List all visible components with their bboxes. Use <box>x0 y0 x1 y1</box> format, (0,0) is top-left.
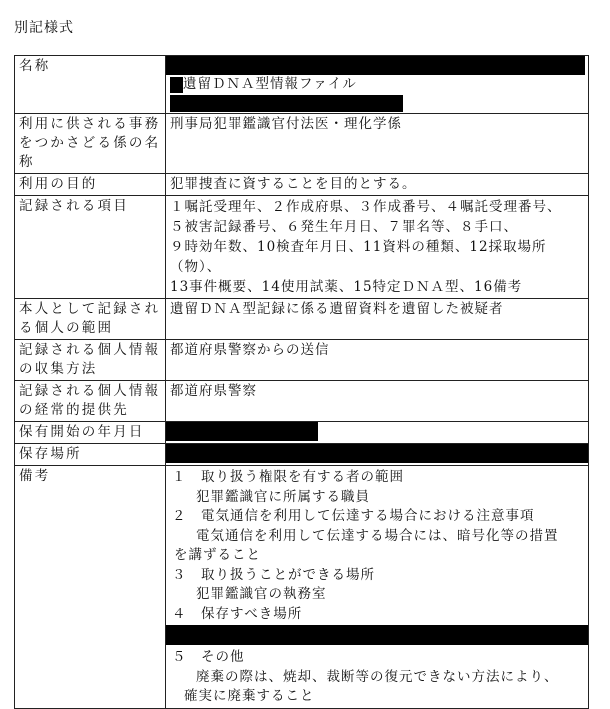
redaction-block <box>170 95 403 112</box>
value-provision: 都道府県警察 <box>166 381 589 422</box>
value-remarks <box>166 466 589 709</box>
remarks-s3-head: ３ 取り扱うことができる場所 <box>172 566 375 583</box>
value-start-date <box>166 422 589 444</box>
remarks-s2-body: 電気通信を利用して伝達する場合には、暗号化等の措置 <box>196 527 559 544</box>
row-remarks <box>15 466 589 709</box>
label-start-date: 保有開始の年月日 <box>15 422 166 444</box>
row-collection <box>15 340 589 381</box>
redaction-block <box>166 422 318 441</box>
label-provision: 記録される個人情報の経常的提供先 <box>15 381 166 422</box>
file-name: 遺留ＤＮＡ型情報ファイル <box>183 76 357 92</box>
row-items <box>15 196 589 299</box>
items-line: 13事件概要、14使用試薬、15特定ＤＮＡ型、16備考 <box>170 279 523 295</box>
label-office: 利用に供される事務をつかさどる係の名称 <box>15 114 166 174</box>
remarks-s5-head: ５ その他 <box>172 649 245 665</box>
remarks-s5-body-cont: 確実に廃棄すること <box>184 688 315 704</box>
row-purpose <box>15 174 589 196</box>
label-purpose: 利用の目的 <box>15 174 166 196</box>
items-line: ５被害記録番号、６発生年月日、７罪名等、８手口、 <box>170 219 518 235</box>
file-record-table <box>14 55 589 709</box>
label-items: 記録される項目 <box>15 196 166 299</box>
redaction-block <box>166 56 585 75</box>
items-line: ９時効年数、10検査年月日、11資料の種類、12採取場所（物）、 <box>170 239 547 275</box>
row-name <box>15 56 589 114</box>
items-line: １嘱託受理年、２作成府県、３作成番号、４嘱託受理番号、 <box>170 199 562 215</box>
remarks-s5-body: 廃棄の際は、焼却、裁断等の復元できない方法により、 <box>196 668 559 685</box>
redaction-block <box>166 444 588 463</box>
label-location: 保存場所 <box>15 444 166 466</box>
name-value-line <box>166 75 585 113</box>
label-scope: 本人として記録される個人の範囲 <box>15 299 166 340</box>
remarks-s1-body: 犯罪鑑識官に所属する職員 <box>196 488 370 505</box>
value-office: 刑事局犯罪鑑識官付法医・理化学係 <box>166 114 589 174</box>
redaction-block <box>170 77 183 93</box>
row-start-date <box>15 422 589 444</box>
row-location <box>15 444 589 466</box>
value-items <box>166 196 589 299</box>
form-caption: 別記様式 <box>14 20 74 36</box>
remarks-s4-head: ４ 保存すべき場所 <box>172 605 303 622</box>
value-location <box>166 444 589 466</box>
remarks-s2-body-cont: を講ずること <box>174 547 261 563</box>
label-collection: 記録される個人情報の収集方法 <box>15 340 166 381</box>
row-scope <box>15 299 589 340</box>
remarks-s1-head: １ 取り扱う権限を有する者の範囲 <box>172 469 404 485</box>
label-name: 名称 <box>15 56 166 114</box>
redaction-block <box>166 625 588 645</box>
value-collection: 都道府県警察からの送信 <box>166 340 589 381</box>
value-name <box>166 56 589 114</box>
value-purpose: 犯罪捜査に資することを目的とする。 <box>166 174 589 196</box>
remarks-s3-body: 犯罪鑑識官の執務室 <box>196 586 327 602</box>
value-scope: 遺留ＤＮＡ型記録に係る遺留資料を遺留した被疑者 <box>166 299 589 340</box>
row-provision <box>15 381 589 422</box>
remarks-s2-head: ２ 電気通信を利用して伝達する場合における注意事項 <box>172 508 535 524</box>
label-remarks: 備考 <box>15 466 166 709</box>
row-office <box>15 114 589 174</box>
